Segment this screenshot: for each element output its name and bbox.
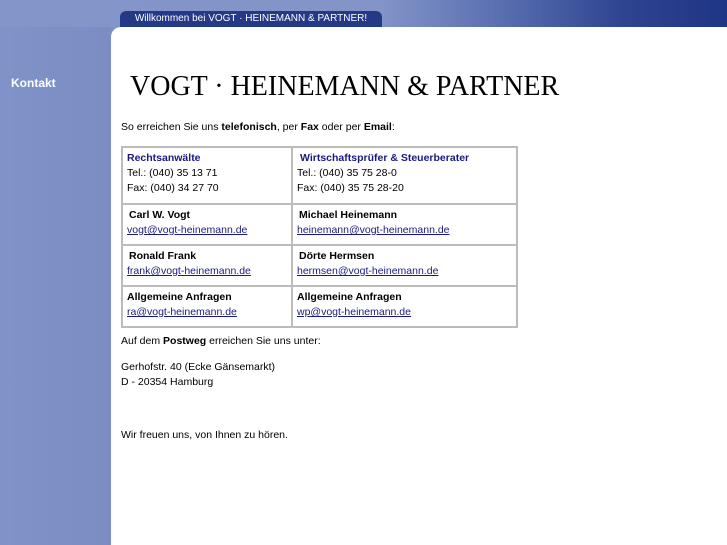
main-content <box>111 27 727 545</box>
postal-text-pre: Auf dem <box>121 335 164 347</box>
table-row <box>122 204 517 245</box>
address-line-1: Gerhofstr. 40 (Ecke Gänsemarkt) <box>121 361 276 373</box>
wirtschaftspruefer-tel: Tel.: (040) 35 75 28-0 <box>297 167 397 179</box>
email-link[interactable]: hermsen@vogt-heinemann.de <box>297 265 439 277</box>
contact-table <box>121 146 518 328</box>
intro-text-post: : <box>391 121 395 133</box>
wirtschaftspruefer-heading: Wirtschaftsprüfer & Steuerberater <box>300 152 470 164</box>
welcome-tab: Willkommen bei VOGT · HEINEMANN & PARTNER! <box>120 11 382 27</box>
table-cell <box>122 245 292 286</box>
intro-text-pre: So erreichen Sie uns <box>121 121 222 133</box>
table-cell <box>122 286 292 327</box>
table-cell <box>122 204 292 245</box>
contact-name: Allgemeine Anfragen <box>127 291 232 303</box>
table-cell-wirtschaftspruefer <box>292 147 517 204</box>
address-line-2: D - 20354 Hamburg <box>121 376 214 388</box>
rechtsanwaelte-fax: Fax: (040) 34 27 70 <box>127 182 219 194</box>
contact-name: Carl W. Vogt <box>129 209 191 221</box>
intro-text-mid2: oder per <box>318 121 364 133</box>
email-link[interactable]: wp@vogt-heinemann.de <box>297 306 411 318</box>
table-cell <box>292 286 517 327</box>
intro-text-fax: Fax <box>300 121 319 133</box>
email-link[interactable]: ra@vogt-heinemann.de <box>127 306 237 318</box>
table-cell <box>292 245 517 286</box>
top-bar <box>0 0 727 27</box>
email-link[interactable]: heinemann@vogt-heinemann.de <box>297 224 450 236</box>
postal-text <box>121 335 321 347</box>
rechtsanwaelte-tel: Tel.: (040) 35 13 71 <box>127 167 218 179</box>
wirtschaftspruefer-fax: Fax: (040) 35 75 28-20 <box>297 182 404 194</box>
sidebar <box>0 27 111 545</box>
closing-text: Wir freuen uns, von Ihnen zu hören. <box>121 429 288 441</box>
contact-name: Michael Heinemann <box>299 209 398 221</box>
intro-text-email: Email <box>363 121 392 133</box>
sidebar-link-kontakt[interactable]: Kontakt <box>11 76 56 90</box>
contact-name: Ronald Frank <box>129 250 197 262</box>
rechtsanwaelte-heading: Rechtsanwälte <box>127 152 201 164</box>
postal-text-post: erreichen Sie uns unter: <box>206 335 321 347</box>
email-link[interactable]: vogt@vogt-heinemann.de <box>127 224 248 236</box>
contact-name: Dörte Hermsen <box>299 250 375 262</box>
intro-text <box>121 121 395 133</box>
table-cell <box>292 204 517 245</box>
page-title: VOGT · HEINEMANN & PARTNER <box>130 71 560 102</box>
intro-text-mid1: , per <box>276 121 301 133</box>
table-row <box>122 245 517 286</box>
contact-name: Allgemeine Anfragen <box>297 291 402 303</box>
intro-text-phone: telefonisch <box>221 121 277 133</box>
table-row <box>122 286 517 327</box>
table-row-header <box>122 147 517 204</box>
postal-text-bold: Postweg <box>163 335 207 347</box>
email-link[interactable]: frank@vogt-heinemann.de <box>127 265 251 277</box>
table-cell-rechtsanwaelte <box>122 147 292 204</box>
